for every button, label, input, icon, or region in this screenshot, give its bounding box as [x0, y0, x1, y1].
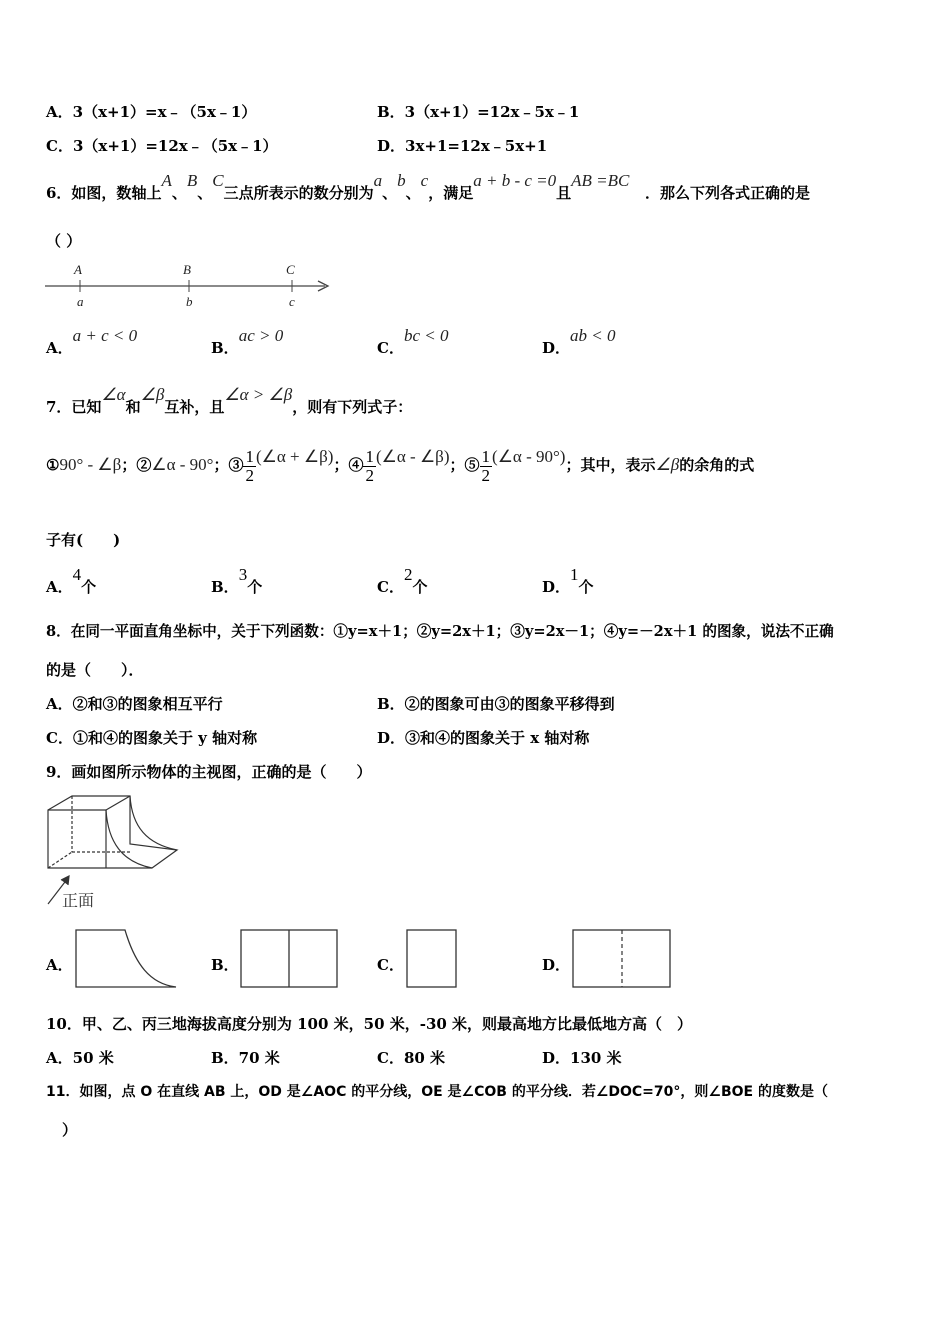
option-expr: bc < 0 — [403, 326, 449, 345]
q6-var-a: a — [373, 171, 383, 190]
q6-text: 6．如图，数轴上 — [46, 184, 162, 202]
q6-text: 且 — [556, 184, 572, 202]
option-num: 2 — [403, 565, 413, 584]
sep: ； — [449, 456, 465, 474]
fraction-half — [243, 448, 256, 485]
denominator: 2 — [481, 465, 491, 485]
q8-stem-line2: 的是（ ）． — [46, 661, 144, 679]
q11-stem-line1: 11．如图，点 O 在直线 AB 上，OD 是∠AOC 的平分线，OE 是∠COB 的平分线．若∠DOC=70°，则∠BOE 的度数是（ — [46, 1084, 828, 1100]
sep: 、 — [171, 184, 187, 202]
option-num: 3 — [238, 565, 248, 584]
option-label: B． — [211, 578, 239, 596]
q9-option-a-figure[interactable] — [75, 929, 177, 989]
q7-text: 7．已知 — [46, 398, 102, 416]
q6-option-c[interactable] — [377, 326, 449, 358]
q7-option-a[interactable] — [46, 565, 97, 597]
q9-option-d-label[interactable]: D． — [542, 956, 571, 974]
q6-paren: （ ） — [46, 232, 82, 250]
option-unit: 个 — [247, 578, 263, 596]
q10-stem: 10．甲、乙、丙三地海拔高度分别为 100 米，50 米，-30 米，则最高地方比最低地方高（ ） — [46, 1015, 693, 1033]
formula-3: (∠α + ∠β) — [255, 447, 334, 466]
q7-text: 互补，且 — [164, 398, 225, 416]
q5-option-b[interactable]: B．3（x+1）=12x﹣5x﹣1 — [377, 103, 580, 121]
option-label: D． — [542, 578, 571, 596]
numerator: 1 — [245, 446, 254, 466]
q6-option-b[interactable] — [211, 326, 284, 358]
q7-text: ；其中，表示 — [565, 456, 656, 474]
num: ① — [46, 456, 60, 474]
q5-option-a[interactable]: A．3（x+1）=x﹣（5x﹣1） — [46, 103, 257, 121]
q6-var-c: c — [420, 171, 429, 190]
numerator: 1 — [481, 446, 491, 466]
fraction-half — [480, 448, 493, 485]
q6-point-b: B — [186, 171, 198, 190]
angle-alpha: ∠α — [101, 385, 126, 404]
q8-option-d[interactable]: D．③和④的图象关于 x 轴对称 — [377, 729, 590, 747]
sep: ； — [333, 456, 349, 474]
num: ② — [136, 456, 152, 474]
q6-var-b: b — [397, 171, 406, 190]
sep: 、 — [197, 184, 213, 202]
label-B: B — [183, 262, 191, 277]
q7-stem-end: 子有( ) — [46, 531, 121, 549]
q7-text: 的余角的式 — [679, 456, 755, 474]
label-A: A — [74, 262, 82, 277]
front-label: 正面 — [62, 891, 95, 910]
option-unit: 个 — [578, 578, 594, 596]
number-line-figure — [40, 258, 340, 310]
q6-text: 三点所表示的数分别为 — [223, 184, 374, 202]
q10-option-b[interactable]: B．70 米 — [211, 1049, 280, 1067]
q10-option-a[interactable]: A．50 米 — [46, 1049, 114, 1067]
option-expr: ab < 0 — [570, 326, 616, 345]
q10-option-c[interactable]: C．80 米 — [377, 1049, 446, 1067]
num: ③ — [228, 456, 244, 474]
angle-beta: ∠β — [655, 455, 680, 474]
label-b: b — [186, 294, 193, 309]
q8-option-c[interactable]: C．①和④的图象关于 y 轴对称 — [46, 729, 258, 747]
q11-stem-line2: ） — [62, 1121, 78, 1139]
q9-option-c-figure[interactable] — [406, 929, 458, 989]
q9-option-c-label[interactable]: C． — [377, 956, 404, 974]
formula-5: (∠α - 90°) — [492, 447, 566, 466]
q6-text: ．那么下列各式正确的是 — [645, 184, 811, 202]
option-expr: ac > 0 — [238, 326, 284, 345]
option-unit: 个 — [81, 578, 97, 596]
denominator: 2 — [365, 465, 374, 485]
q7-text: ，则有下列式子： — [292, 398, 413, 416]
formula-2: ∠α - 90° — [151, 455, 214, 474]
q9-solid-figure — [42, 792, 187, 914]
q6-text: ，满足 — [428, 184, 474, 202]
q8-stem-line1: 8．在同一平面直角坐标中，关于下列函数：①y=x＋1；②y=2x＋1；③y=2x－1；④y=－2x＋1 的图象，说法不正确 — [46, 623, 834, 640]
q6-stem — [46, 171, 811, 203]
q9-stem: 9．画如图所示物体的主视图，正确的是（ ） — [46, 763, 372, 781]
q6-point-c: C — [212, 171, 224, 190]
numerator: 1 — [365, 446, 374, 466]
q6-condition-2: AB =BC — [571, 171, 630, 190]
q7-option-d[interactable] — [542, 565, 594, 597]
q9-option-a-label[interactable]: A． — [46, 956, 73, 974]
option-num: 4 — [72, 565, 82, 584]
q7-formulas — [46, 445, 754, 485]
q5-option-c[interactable]: C．3（x+1）=12x﹣（5x﹣1） — [46, 137, 278, 155]
option-unit: 个 — [412, 578, 428, 596]
q7-option-b[interactable] — [211, 565, 263, 597]
sep: ； — [121, 456, 137, 474]
option-label: C． — [377, 578, 404, 596]
q5-option-d[interactable]: D．3x+1=12x﹣5x+1 — [377, 137, 548, 155]
fraction-half — [363, 448, 376, 485]
q6-condition-1: a + b - c =0 — [473, 171, 557, 190]
q6-point-a: A — [161, 171, 172, 190]
label-C: C — [286, 262, 295, 277]
q7-text: 和 — [125, 398, 141, 416]
q6-option-d[interactable] — [542, 326, 616, 358]
option-label: B． — [211, 339, 239, 357]
q6-option-a[interactable] — [46, 326, 138, 358]
option-label: A． — [46, 578, 73, 596]
q9-option-b-figure[interactable] — [240, 929, 339, 989]
q7-condition: ∠α > ∠β — [224, 385, 293, 404]
q8-option-b[interactable]: B．②的图象可由③的图象平移得到 — [377, 695, 615, 713]
label-a: a — [77, 294, 84, 309]
option-label: A． — [46, 339, 73, 357]
angle-beta: ∠β — [140, 385, 165, 404]
q9-option-d-figure[interactable] — [572, 929, 672, 989]
label-c: c — [289, 294, 295, 309]
q7-option-c[interactable] — [377, 565, 428, 597]
q7-stem — [46, 385, 413, 417]
formula-1: 90° - ∠β — [59, 455, 122, 474]
option-expr: a + c < 0 — [72, 326, 138, 345]
q10-option-d[interactable]: D．130 米 — [542, 1049, 622, 1067]
denominator: 2 — [245, 465, 254, 485]
sep: 、 — [405, 184, 421, 202]
sep: ； — [213, 456, 229, 474]
option-label: D． — [542, 339, 571, 357]
q8-option-a[interactable]: A．②和③的图象相互平行 — [46, 695, 223, 713]
num: ④ — [348, 456, 364, 474]
num: ⑤ — [464, 456, 480, 474]
formula-4: (∠α - ∠β) — [375, 447, 450, 466]
option-label: C． — [377, 339, 404, 357]
sep: 、 — [382, 184, 398, 202]
option-num: 1 — [570, 565, 579, 584]
q9-option-b-label[interactable]: B． — [211, 956, 239, 974]
